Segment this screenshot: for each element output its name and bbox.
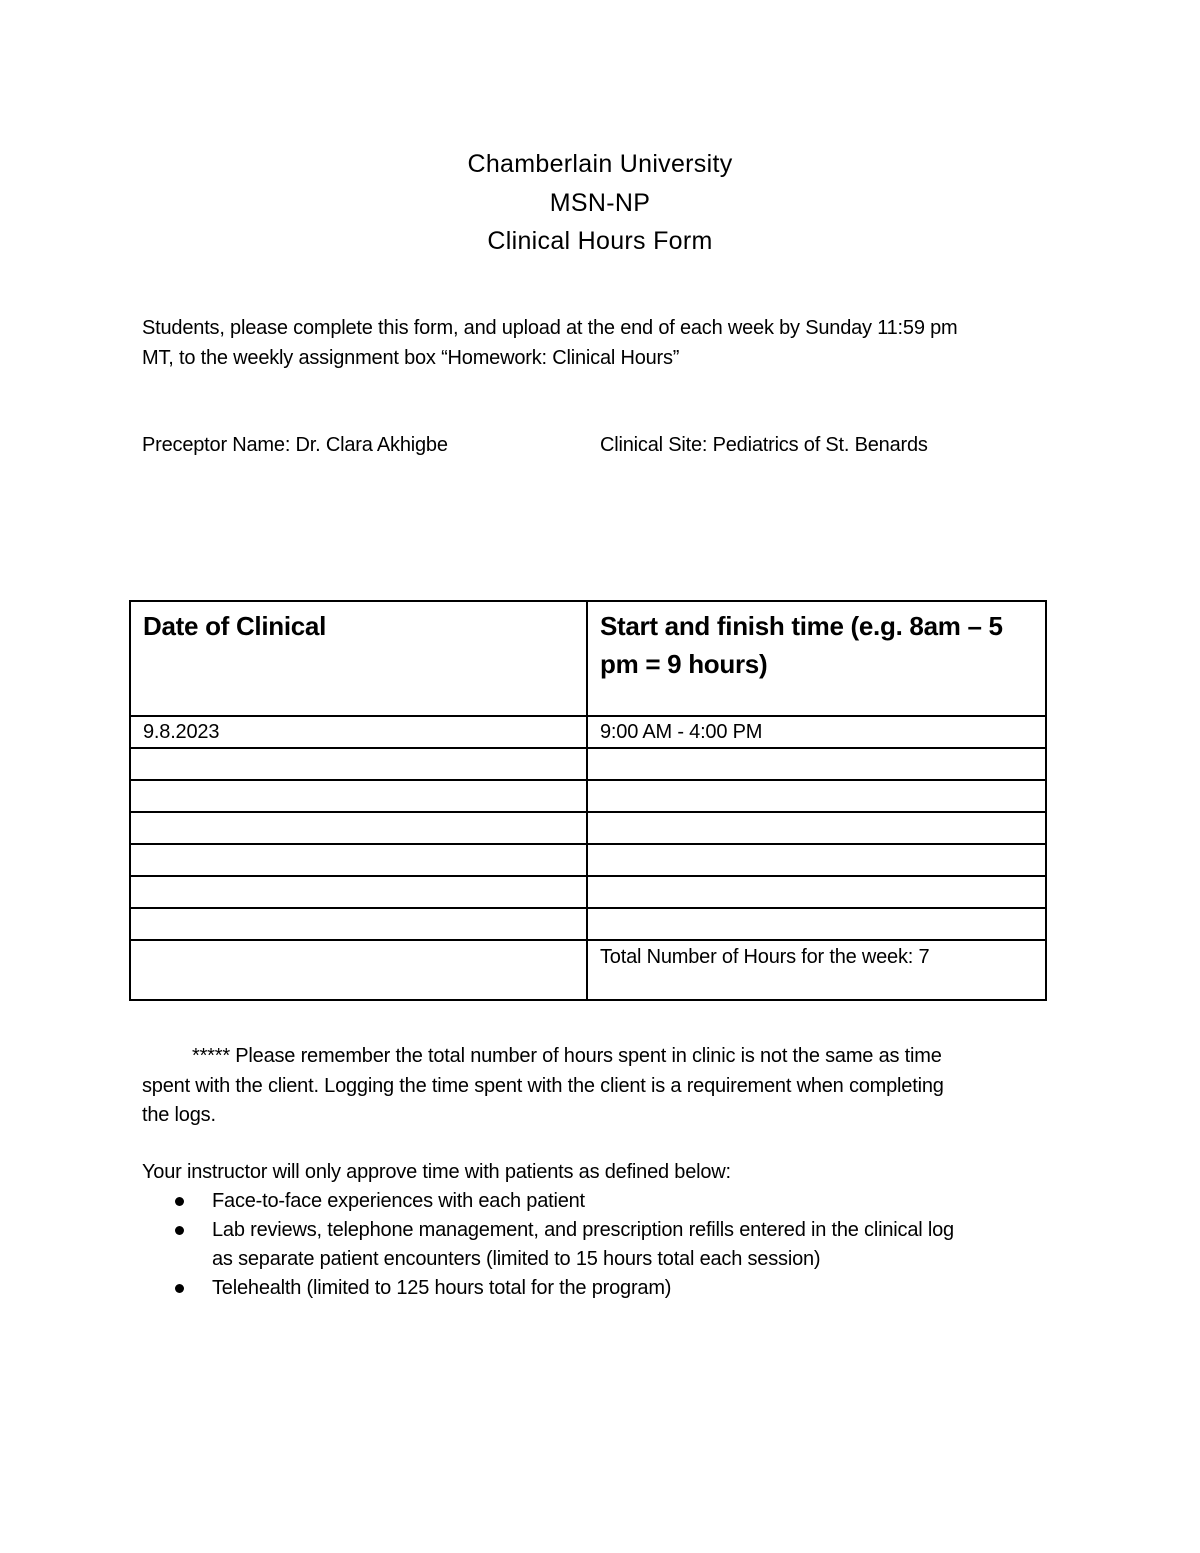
bullet-icon [175,1284,184,1293]
preceptor-name: Preceptor Name: Dr. Clara Akhigbe [142,434,448,456]
table-row [130,812,1046,844]
time-column-header: Start and finish time (e.g. 8am – 5 pm = 9 hours) [587,601,1046,716]
table-row [130,876,1046,908]
approval-criteria [142,1158,1062,1303]
time-cell [587,812,1046,844]
approval-lead: Your instructor will only approve time with patients as defined below: [142,1161,731,1183]
bullet-icon [175,1226,184,1235]
note-line: spent with the client. Logging the time spent with the client is a requirement when completing [142,1074,944,1097]
time-cell [587,748,1046,780]
instructions-line: Students, please complete this form, and upload at the end of each week by Sunday 11:59 pm [142,317,958,339]
time-cell [587,780,1046,812]
table-row [130,908,1046,940]
form-name: Clinical Hours Form [487,227,713,255]
list-item-text: as separate patient encounters (limited to 15 hours total each session) [212,1248,821,1270]
date-cell [130,908,587,940]
list-item [142,1187,1062,1216]
reminder-note [142,1042,1062,1131]
date-column-header: Date of Clinical [130,601,587,716]
form-title [0,145,1200,261]
clinical-site: Clinical Site: Pediatrics of St. Benards [600,434,928,456]
university-name: Chamberlain University [467,150,733,178]
table-row [130,748,1046,780]
time-cell: 9:00 AM - 4:00 PM [587,716,1046,748]
instructions-line: MT, to the weekly assignment box “Homework: Clinical Hours” [142,347,680,369]
clinical-hours-table [129,600,1047,1001]
table-row [130,844,1046,876]
list-item-text: Telehealth (limited to 125 hours total for the program) [212,1277,672,1299]
table-row [130,716,1046,748]
date-cell [130,844,587,876]
note-line: ***** Please remember the total number of hours spent in clinic is not the same as time [192,1045,942,1067]
time-cell [587,876,1046,908]
date-cell [130,780,587,812]
table-row [130,780,1046,812]
bullet-icon [175,1197,184,1206]
submission-instructions [142,313,1072,373]
list-item [142,1274,1062,1303]
date-cell [130,748,587,780]
program-name: MSN-NP [549,188,651,217]
time-cell [587,844,1046,876]
date-cell: 9.8.2023 [130,716,587,748]
note-line: the logs. [142,1104,216,1126]
list-item [142,1216,1062,1274]
total-hours-cell: Total Number of Hours for the week: 7 [587,940,1046,1000]
date-cell [130,876,587,908]
approval-list [142,1187,1062,1303]
time-cell [587,908,1046,940]
list-item-text: Lab reviews, telephone management, and prescription refills entered in the clinical log [212,1219,954,1241]
table-header-row [130,601,1046,716]
date-cell [130,812,587,844]
list-item-text: Face-to-face experiences with each patient [212,1190,585,1212]
total-row [130,940,1046,1000]
total-empty-cell [130,940,587,1000]
